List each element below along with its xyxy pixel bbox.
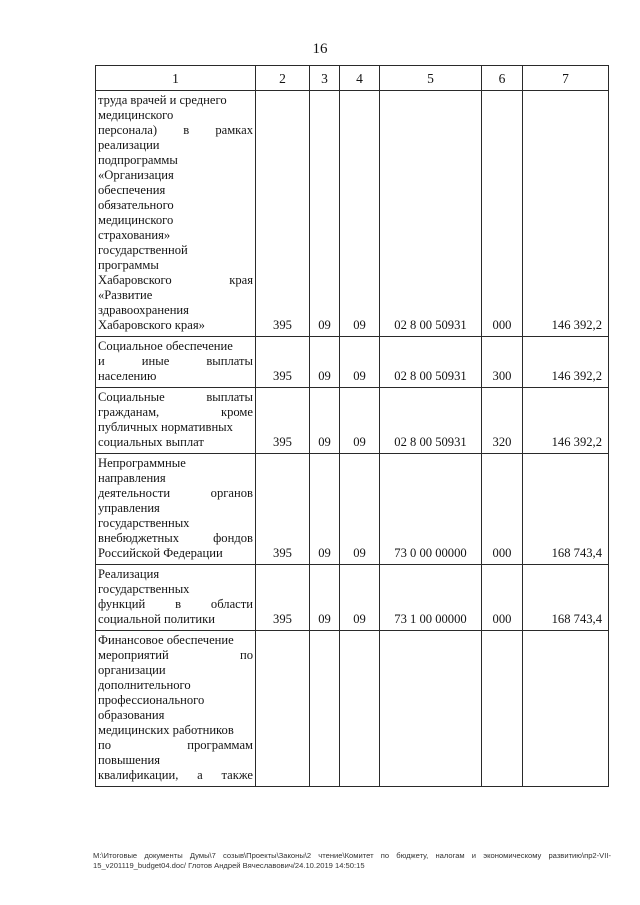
- cell-expense-type: 300: [482, 337, 523, 388]
- row-name: Социальные выплаты гражданам, кроме публичных нормативных социальных выплат: [96, 388, 256, 454]
- cell-section: 09: [310, 454, 340, 565]
- footer-line: M:\Итоговые документы Думы\7 созыв\Проекты\Законы\2 чтение\Комитет по бюджету, налогам и экономическому развитию\пр2-VII-: [93, 851, 611, 860]
- table-row: [96, 631, 609, 787]
- column-header: 5: [380, 66, 482, 91]
- cell-expense-type: 000: [482, 91, 523, 337]
- column-header: 6: [482, 66, 523, 91]
- column-header: 1: [96, 66, 256, 91]
- cell-target-article: [380, 631, 482, 787]
- cell-amount: 168 743,4: [523, 565, 609, 631]
- cell-section: 09: [310, 565, 340, 631]
- cell-target-article: 02 8 00 50931: [380, 337, 482, 388]
- cell-amount: 146 392,2: [523, 388, 609, 454]
- cell-admin-code: 395: [256, 388, 310, 454]
- cell-target-article: 73 1 00 00000: [380, 565, 482, 631]
- cell-expense-type: 000: [482, 565, 523, 631]
- header-row: [96, 66, 609, 91]
- column-header: 2: [256, 66, 310, 91]
- cell-admin-code: 395: [256, 454, 310, 565]
- cell-admin-code: 395: [256, 91, 310, 337]
- column-header: 7: [523, 66, 609, 91]
- cell-admin-code: 395: [256, 337, 310, 388]
- cell-expense-type: 000: [482, 454, 523, 565]
- cell-admin-code: 395: [256, 565, 310, 631]
- cell-amount: 168 743,4: [523, 454, 609, 565]
- cell-subsection: 09: [340, 454, 380, 565]
- cell-section: 09: [310, 388, 340, 454]
- row-name: Финансовое обеспечение мероприятий по организации дополнительного профессионального образования медицинских работников по программам повышения квалификации, а также: [96, 631, 256, 787]
- cell-subsection: [340, 631, 380, 787]
- table-row: [96, 91, 609, 337]
- page-number: 16: [312, 41, 328, 57]
- cell-subsection: 09: [340, 91, 380, 337]
- row-name: труда врачей и среднего медицинского персонала) в рамках реализации подпрограммы «Организация обеспечения обязательного медицинского страхования» государственной программы Хабаровского края «Развитие здравоохранения Хабаровского края»: [96, 91, 256, 337]
- cell-expense-type: 320: [482, 388, 523, 454]
- budget-table: [95, 65, 609, 787]
- row-name: Социальное обеспечение и иные выплаты населению: [96, 337, 256, 388]
- cell-admin-code: [256, 631, 310, 787]
- footer-line: 15_v201119_budget04.doc/ Глотов Андрей Вячеславович/24.10.2019 14:50:15: [93, 861, 365, 870]
- row-name: Реализация государственных функций в области социальной политики: [96, 565, 256, 631]
- cell-amount: 146 392,2: [523, 337, 609, 388]
- table-row: [96, 337, 609, 388]
- cell-section: 09: [310, 337, 340, 388]
- cell-amount: 146 392,2: [523, 91, 609, 337]
- column-header: 4: [340, 66, 380, 91]
- cell-amount: [523, 631, 609, 787]
- cell-target-article: 02 8 00 50931: [380, 388, 482, 454]
- row-name: Непрограммные направления деятельности органов управления государственных внебюджетных фондов Российской Федерации: [96, 454, 256, 565]
- cell-subsection: 09: [340, 388, 380, 454]
- column-header: 3: [310, 66, 340, 91]
- table-row: [96, 454, 609, 565]
- cell-subsection: 09: [340, 565, 380, 631]
- cell-section: 09: [310, 91, 340, 337]
- cell-expense-type: [482, 631, 523, 787]
- file-path-footer: [93, 851, 611, 871]
- table-row: [96, 565, 609, 631]
- table-row: [96, 388, 609, 454]
- cell-section: [310, 631, 340, 787]
- cell-subsection: 09: [340, 337, 380, 388]
- cell-target-article: 02 8 00 50931: [380, 91, 482, 337]
- cell-target-article: 73 0 00 00000: [380, 454, 482, 565]
